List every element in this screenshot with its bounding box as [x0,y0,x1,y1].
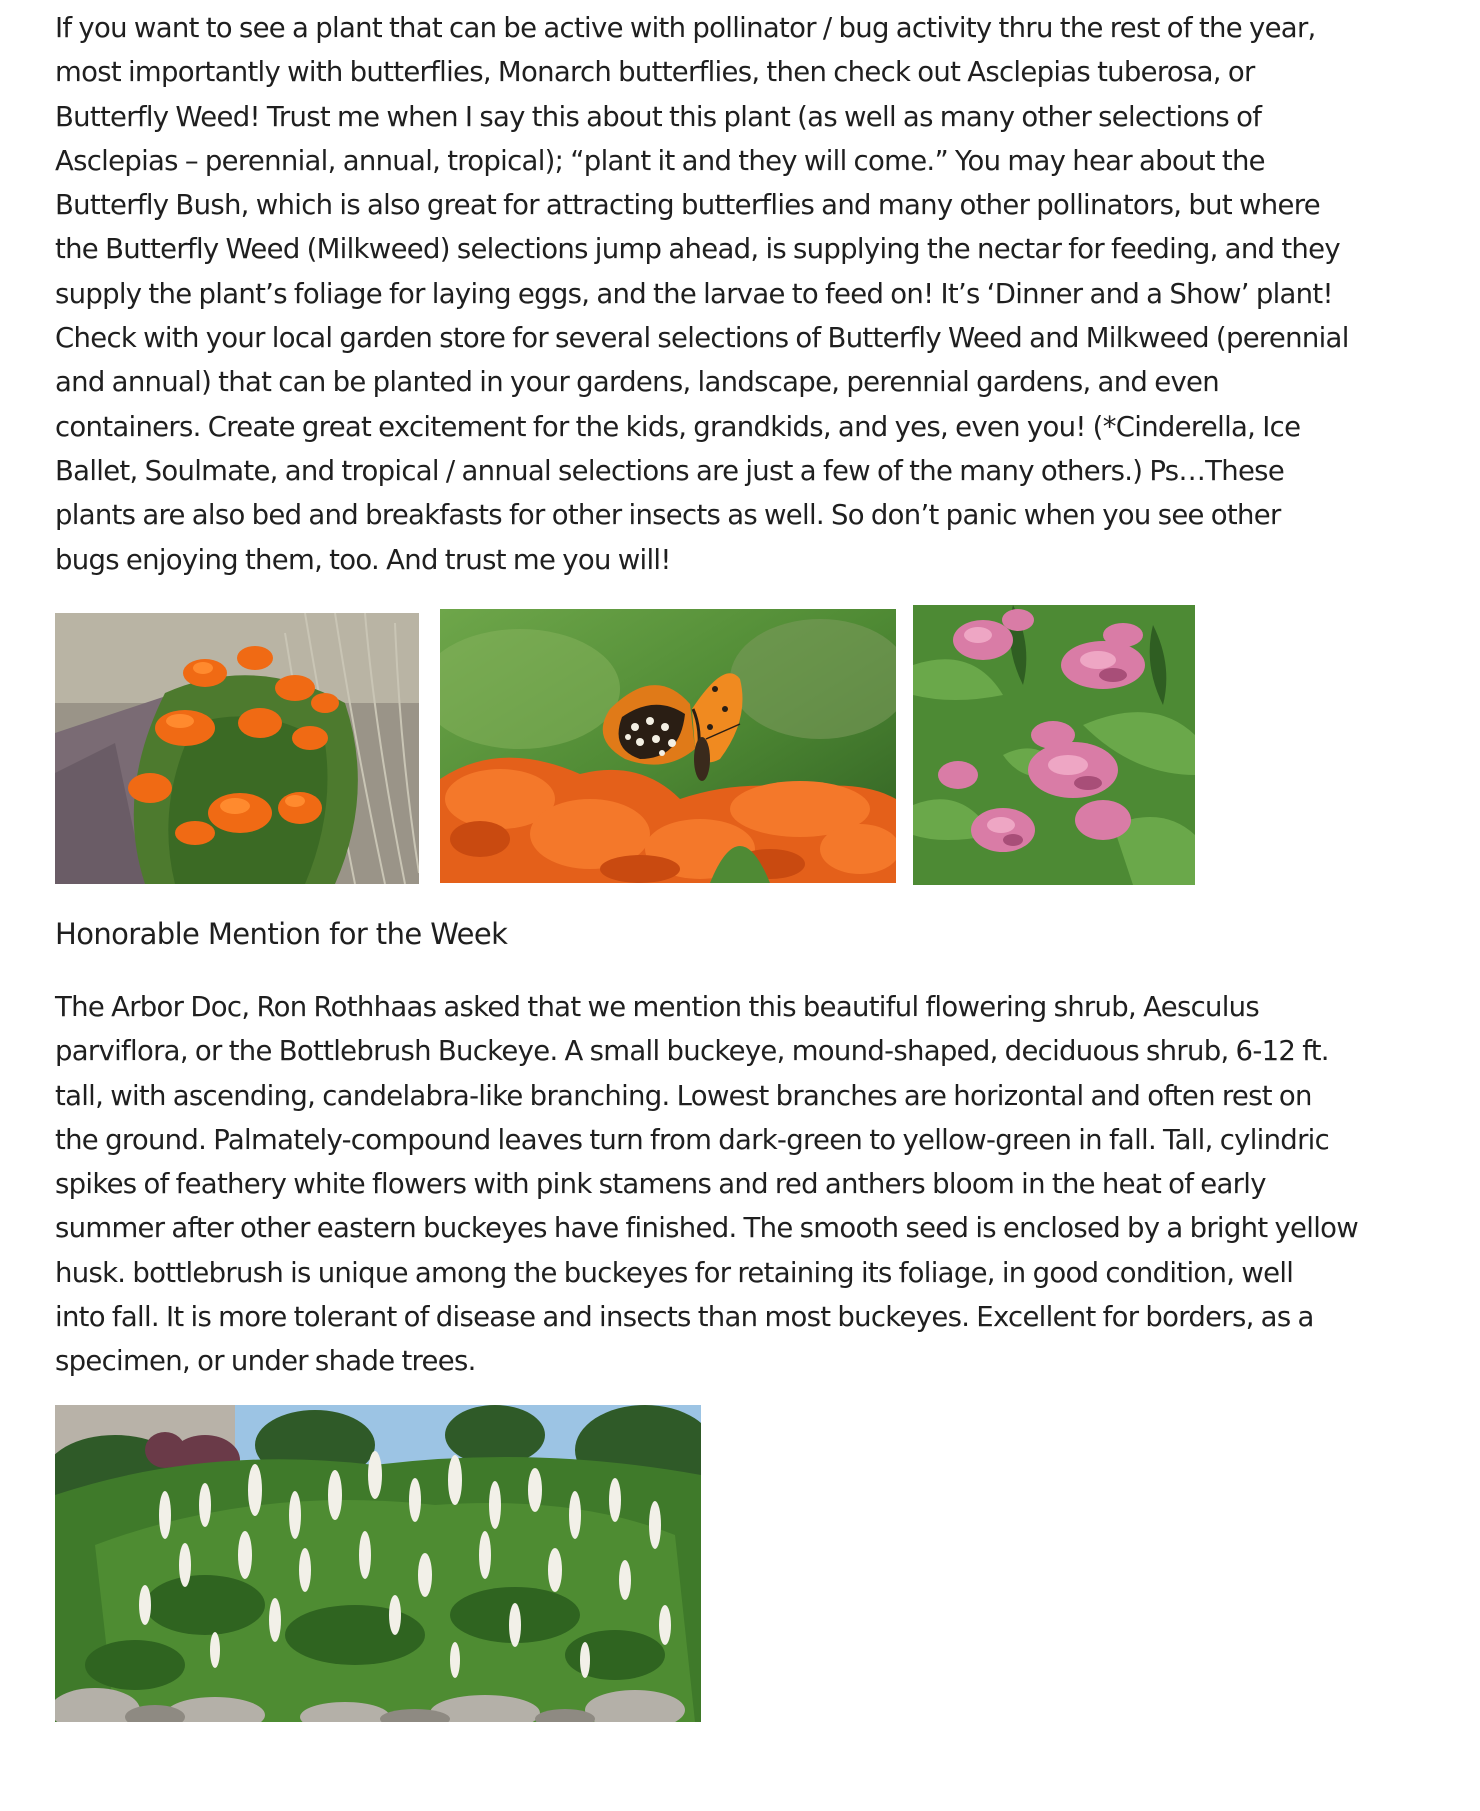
text-line: bugs enjoying them, too. And trust me you will! [55,543,671,576]
text-line: Asclepias – perennial, annual, tropical); “plant it and they will come.” You may hear about the [55,144,1265,177]
text-line: Butterfly Bush, which is also great for attracting butterflies and many other pollinators, but where [55,189,1320,222]
text-line: spikes of feathery white flowers with pink stamens and red anthers bloom in the heat of early [55,1168,1266,1201]
text-line: into fall. It is more tolerant of disease and insects than most buckeyes. Excellent for borders, as a [55,1301,1314,1334]
bottlebrush-buckeye-paragraph [55,985,1400,1384]
bottlebrush-buckeye-photo [55,1405,701,1722]
text-line: Butterfly Weed! Trust me when I say this about this plant (as well as many other selections of [55,100,1262,133]
text-line: The Arbor Doc, Ron Rothhaas asked that we mention this beautiful flowering shrub, Aesculus [55,991,1260,1023]
text-line: Ballet, Soulmate, and tropical / annual selections are just a few of the many others.) Ps…These [55,454,1285,487]
text-line: tall, with ascending, candelabra-like branching. Lowest branches are horizontal and often rest on [55,1079,1312,1112]
text-line: specimen, or under shade trees. [55,1345,476,1378]
text-line: most importantly with butterflies, Monarch butterflies, then check out Asclepias tuberosa, or [55,56,1255,89]
text-line: If you want to see a plant that can be active with pollinator / bug activity thru the rest of the year, [55,12,1316,44]
text-line: and annual) that can be planted in your gardens, landscape, perennial gardens, and even [55,366,1219,399]
butterfly-on-flowers-photo [440,609,896,883]
pink-milkweed-photo [913,605,1195,885]
text-line: plants are also bed and breakfasts for other insects as well. So don’t panic when you see other [55,499,1281,532]
section-heading: Honorable Mention for the Week [55,917,508,951]
text-line: summer after other eastern buckeyes have finished. The smooth seed is enclosed by a bright yellow [55,1212,1359,1245]
text-line: supply the plant’s foliage for laying eggs, and the larvae to feed on! It’s ‘Dinner and a Show’ plant! [55,277,1333,310]
text-line: the ground. Palmately-compound leaves turn from dark-green to yellow-green in fall. Tall, cylindric [55,1123,1330,1156]
text-line: parviflora, or the Bottlebrush Buckeye. A small buckeye, mound-shaped, deciduous shrub, 6-12 ft. [55,1035,1329,1068]
text-line: husk. bottlebrush is unique among the buckeyes for retaining its foliage, in good condition, well [55,1256,1294,1289]
butterfly-weed-paragraph [55,6,1400,582]
text-line: containers. Create great excitement for the kids, grandkids, and yes, even you! (*Cinderella, Ice [55,410,1301,443]
text-line: Check with your local garden store for several selections of Butterfly Weed and Milkweed (perennial [55,322,1349,355]
butterfly-weed-photo [55,613,419,884]
text-line: the Butterfly Weed (Milkweed) selections jump ahead, is supplying the nectar for feeding, and they [55,233,1340,266]
